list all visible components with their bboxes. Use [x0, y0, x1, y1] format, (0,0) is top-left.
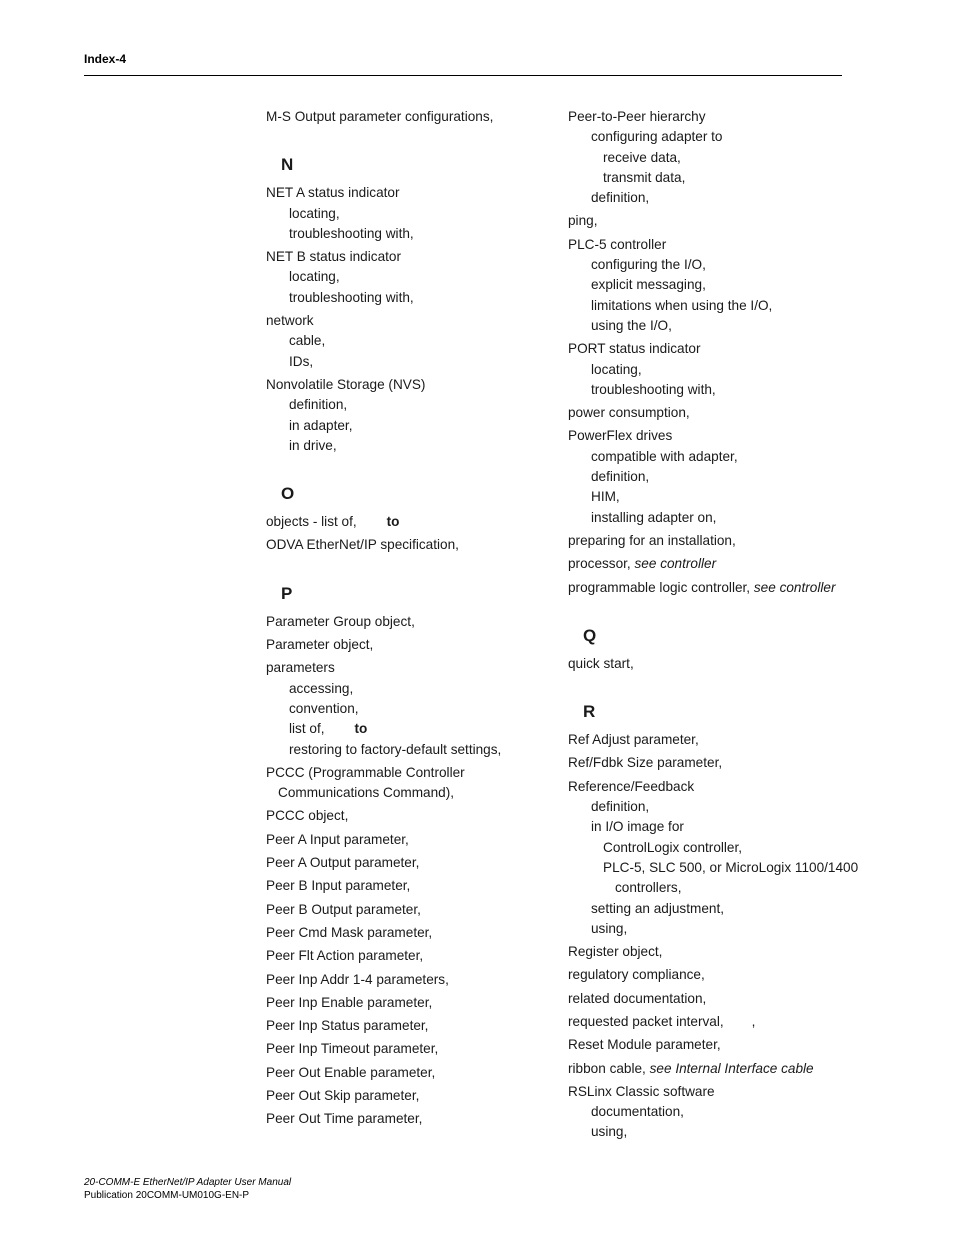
index-term — [568, 1059, 858, 1079]
index-term: ODVA EtherNet/IP specification, — [266, 537, 459, 553]
index-term: Parameter object, — [266, 637, 374, 653]
index-entry — [568, 1035, 858, 1055]
index-subterm: cable, — [289, 333, 326, 349]
index-entry — [266, 946, 556, 966]
index-entry — [266, 1109, 556, 1129]
index-subsubterm: receive data, — [603, 149, 681, 165]
index-subterm: documentation, — [591, 1104, 684, 1120]
index-term: Peer Cmd Mask parameter, — [266, 924, 433, 940]
index-entry — [568, 339, 858, 400]
index-entry — [266, 876, 556, 896]
index-subsubterm: ControlLogix controller, — [603, 839, 743, 855]
index-column-right — [568, 107, 858, 1143]
index-entry — [568, 942, 858, 962]
index-term: PLC-5 controller — [568, 236, 667, 252]
index-entry — [568, 403, 858, 423]
header-rule — [84, 75, 842, 76]
index-term — [568, 578, 858, 598]
index-term: power consumption, — [568, 405, 690, 421]
index-entry — [266, 853, 556, 873]
page-label: Index-4 — [84, 52, 127, 66]
index-subterm: definition, — [591, 190, 650, 206]
section-letter-q: Q — [583, 625, 597, 645]
index-term: Peer A Input parameter, — [266, 831, 409, 847]
index-term: Peer Inp Status parameter, — [266, 1018, 429, 1034]
index-term: Register object, — [568, 944, 663, 960]
index-subterm-text: list of, — [289, 721, 325, 737]
index-entry — [568, 211, 858, 231]
manual-title: 20-COMM-E EtherNet/IP Adapter User Manual — [84, 1177, 292, 1188]
index-entry — [568, 426, 858, 527]
index-entry — [266, 1086, 556, 1106]
index-term: M-S Output parameter configurations, — [266, 109, 494, 124]
index-subterm: definition, — [591, 469, 650, 485]
index-subterm: locating, — [289, 205, 340, 221]
index-entry — [568, 989, 858, 1009]
index-subterm: limitations when using the I/O, — [591, 297, 773, 313]
index-term: PCCC object, — [266, 808, 349, 824]
index-entry — [266, 763, 556, 804]
index-subterm: setting an adjustment, — [591, 900, 724, 916]
index-term: PowerFlex drives — [568, 428, 673, 444]
index-entry — [568, 107, 858, 208]
index-term-text: processor, — [568, 556, 635, 572]
index-entry — [266, 970, 556, 990]
page-footer — [84, 1176, 291, 1202]
publication-number: Publication 20COMM-UM010G-EN-P — [84, 1190, 250, 1201]
index-term: Peer A Output parameter, — [266, 855, 420, 871]
index-entry — [266, 612, 556, 632]
index-subterm: using the I/O, — [591, 317, 672, 333]
index-subterm — [266, 719, 556, 739]
index-subterm: in drive, — [289, 437, 337, 453]
index-entry — [266, 923, 556, 943]
see-reference: see Internal Interface cable — [649, 1060, 814, 1076]
index-subterm: locating, — [591, 361, 642, 377]
index-term: Ref/Fdbk Size parameter, — [568, 755, 723, 771]
index-term: Peer Out Time parameter, — [266, 1111, 423, 1127]
index-entry — [266, 658, 556, 759]
index-entry — [568, 730, 858, 750]
index-term: RSLinx Classic software — [568, 1083, 715, 1099]
index-term: parameters — [266, 660, 335, 676]
index-subterm: convention, — [289, 700, 359, 716]
index-term — [568, 554, 858, 574]
index-term: Peer Flt Action parameter, — [266, 948, 424, 964]
index-term: quick start, — [568, 655, 634, 671]
index-subterm: explicit messaging, — [591, 277, 706, 293]
index-entry — [568, 1082, 858, 1143]
index-term: Reference/Feedback — [568, 778, 695, 794]
index-entry — [568, 753, 858, 773]
index-entry — [568, 578, 858, 598]
index-subterm: in I/O image for — [591, 819, 684, 835]
index-subterm: troubleshooting with, — [289, 289, 414, 305]
range-to-label: to — [354, 721, 368, 737]
index-entry — [266, 375, 556, 456]
index-entry — [266, 806, 556, 826]
index-entry — [568, 965, 858, 985]
see-reference: see controller — [634, 556, 717, 572]
index-term: Peer-to-Peer hierarchy — [568, 109, 706, 124]
index-subterm: definition, — [591, 799, 650, 815]
index-entry — [266, 107, 556, 127]
index-entry — [266, 183, 556, 244]
index-term-text: objects - list of, — [266, 514, 357, 530]
index-term-continuation: Communications Command), — [278, 785, 455, 801]
index-term: network — [266, 313, 314, 329]
index-entry — [266, 830, 556, 850]
index-term: Peer Out Enable parameter, — [266, 1064, 436, 1080]
index-term: Peer B Output parameter, — [266, 901, 421, 917]
index-term: Peer Out Skip parameter, — [266, 1087, 420, 1103]
index-subterm: troubleshooting with, — [289, 225, 414, 241]
index-term: Peer Inp Timeout parameter, — [266, 1041, 439, 1057]
index-term: regulatory compliance, — [568, 967, 705, 983]
index-entry — [568, 654, 858, 674]
index-term: Parameter Group object, — [266, 613, 415, 629]
index-term: Peer B Input parameter, — [266, 878, 411, 894]
index-column-left — [266, 107, 556, 1130]
index-entry — [266, 993, 556, 1013]
index-term: Peer Inp Addr 1-4 parameters, — [266, 971, 449, 987]
index-entry — [266, 247, 556, 308]
index-subterm: compatible with adapter, — [591, 448, 738, 464]
index-term — [266, 512, 556, 532]
index-subterm: using, — [591, 920, 628, 936]
index-entry — [568, 531, 858, 551]
page-separator: , — [751, 1013, 756, 1029]
index-term: Ref Adjust parameter, — [568, 732, 699, 748]
index-entry — [568, 554, 858, 574]
continuation-text: controllers, — [615, 880, 682, 896]
index-subsubterm-continuation — [568, 878, 858, 898]
range-to-label: to — [386, 514, 400, 530]
index-entry — [266, 635, 556, 655]
index-subsubterm: transmit data, — [603, 169, 686, 185]
index-subterm: accessing, — [289, 680, 354, 696]
index-term: preparing for an installation, — [568, 532, 736, 548]
index-term: ping, — [568, 213, 598, 229]
index-subterm: troubleshooting with, — [591, 381, 716, 397]
index-entry — [266, 900, 556, 920]
index-term: NET A status indicator — [266, 185, 400, 201]
section-letter-o: O — [281, 484, 295, 504]
index-subterm: restoring to factory-default settings, — [289, 741, 502, 757]
index-entry — [266, 512, 556, 532]
index-entry — [568, 777, 858, 939]
index-entry — [568, 235, 858, 336]
index-entry — [568, 1059, 858, 1079]
index-subterm: configuring adapter to — [591, 129, 723, 145]
index-term: NET B status indicator — [266, 249, 401, 265]
index-term — [568, 1012, 858, 1032]
index-entry — [568, 1012, 858, 1032]
index-subterm: in adapter, — [289, 417, 353, 433]
index-term: Peer Inp Enable parameter, — [266, 994, 433, 1010]
index-term: PORT status indicator — [568, 341, 701, 357]
index-entry — [266, 1039, 556, 1059]
index-subterm: definition, — [289, 397, 348, 413]
section-letter-p: P — [281, 583, 293, 603]
index-term: Nonvolatile Storage (NVS) — [266, 376, 426, 392]
index-entry — [266, 1016, 556, 1036]
index-term-text: ribbon cable, — [568, 1060, 650, 1076]
index-term: Reset Module parameter, — [568, 1037, 721, 1053]
see-reference: see controller — [753, 579, 836, 595]
index-subterm: configuring the I/O, — [591, 257, 706, 273]
index-entry — [266, 535, 556, 555]
index-term: PCCC (Programmable Controller — [266, 764, 465, 780]
index-term-text: requested packet interval, — [568, 1013, 724, 1029]
index-subsubterm: PLC-5, SLC 500, or MicroLogix 1100/1400 — [603, 859, 859, 875]
index-term: related documentation, — [568, 990, 707, 1006]
index-subterm: using, — [591, 1124, 628, 1140]
index-subterm: locating, — [289, 269, 340, 285]
index-subterm: IDs, — [289, 353, 314, 369]
index-subterm: HIM, — [591, 489, 620, 505]
section-letter-r: R — [583, 702, 596, 722]
index-entry — [266, 1063, 556, 1083]
section-letter-n: N — [281, 155, 294, 175]
index-term-text: programmable logic controller, — [568, 579, 754, 595]
index-entry — [266, 311, 556, 372]
index-subterm: installing adapter on, — [591, 509, 717, 525]
